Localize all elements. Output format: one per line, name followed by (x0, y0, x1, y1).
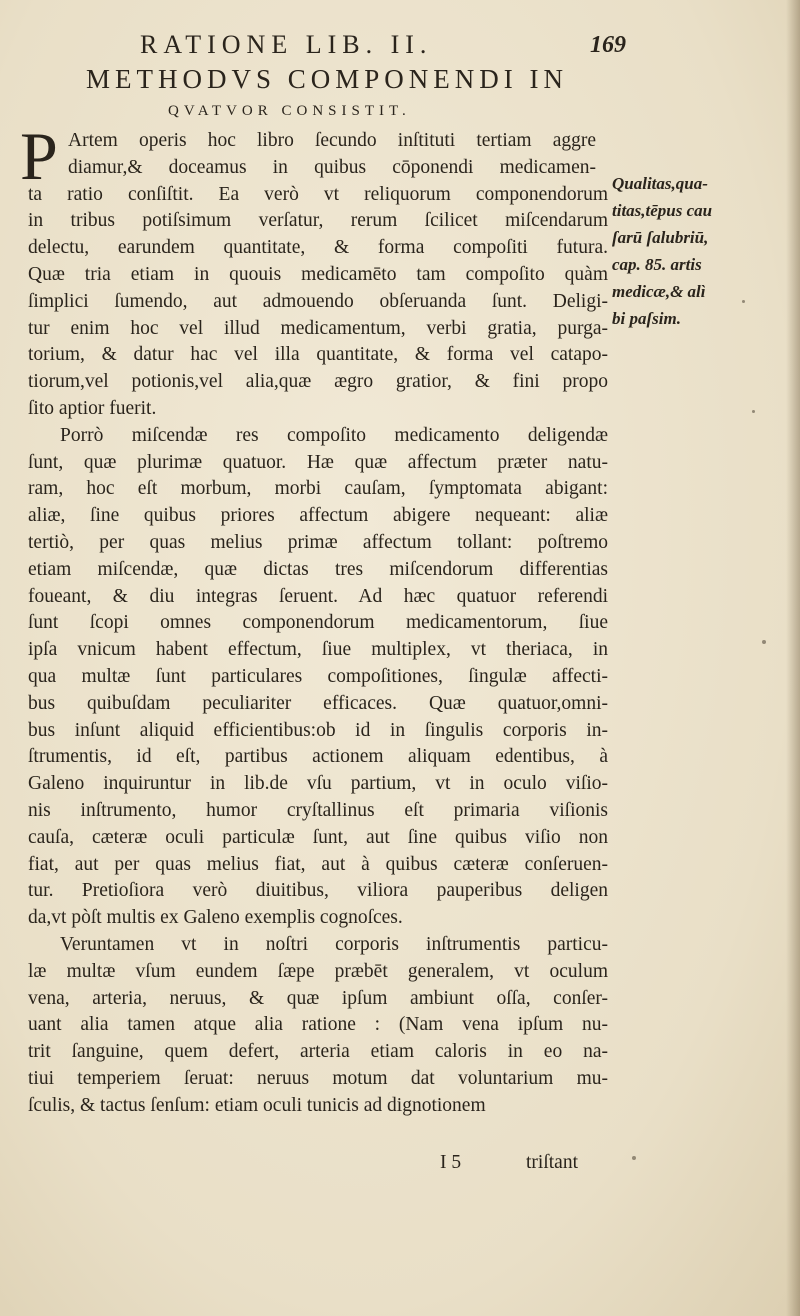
text-line: bus quibuſdam peculiariter efficaces. Quæ quatuor,omni- (28, 692, 608, 714)
text-line: ipſa vnicum habent effectum, ſiue multiplex, vt theriaca, in (28, 639, 608, 661)
text-line: aliæ, ſine quibus priores affectum abigere nequeant: aliæ (28, 505, 608, 527)
text-line: diamur,& doceamus in quibus cōponendi medicamen- (68, 156, 596, 178)
chapter-subtitle: QVATVOR CONSISTIT. (168, 103, 411, 119)
ink-speck (632, 1156, 636, 1160)
text-line: nis inſtrumento, humor cryſtallinus eſt primaria viſionis (28, 800, 608, 821)
running-header (140, 30, 700, 64)
running-head: RATIONE LIB. II. (140, 30, 433, 59)
text-line: tertiò, per quas melius primæ affectum tollant: poſtremo (28, 532, 608, 553)
text-line: cauſa, cæteræ oculi particulæ ſunt, aut ſine quibus viſio non (28, 826, 608, 848)
text-line: ram, hoc eſt morbum, morbi cauſam, ſymptomata abigant: (28, 478, 608, 500)
text-line: ſito aptior fuerit. (28, 398, 157, 419)
ink-speck (752, 410, 755, 413)
margin-note-line: titas,tēpus cau (612, 201, 713, 220)
text-line: trit ſanguine, quem defert, arteria etiam caloris in eo na- (28, 1041, 608, 1063)
text-line: Artem operis hoc libro ſecundo inſtituti tertiam aggre (68, 130, 596, 151)
text-line: Porrò miſcendæ res compoſito medicamento deligendæ (60, 424, 608, 446)
text-line: fiat, aut per quas melius fiat, aut à quibus cæteræ conſeruen- (28, 853, 608, 875)
text-line: bus inſunt aliquid efficientibus:ob id in ſingulis corporis in- (28, 719, 608, 741)
text-line: in tribus potiſsimum verſatur, rerum ſcilicet miſcendarum (28, 210, 608, 232)
chapter-title: METHODVS COMPONENDI IN (86, 64, 569, 94)
text-line: ſunt, quæ plurimæ quatuor. Hæ quæ affectum præter natu- (28, 451, 608, 473)
page-number: 169 (590, 32, 626, 58)
drop-cap: P (20, 118, 58, 194)
text-line: Galeno inquiruntur in lib.de vſu partium, vt in oculo viſio- (28, 773, 608, 795)
text-line: Veruntamen vt in noſtri corporis inſtrumentis particu- (60, 934, 608, 955)
margin-note-line: Qualitas,qua- (612, 174, 708, 193)
ink-speck (742, 300, 745, 303)
text-line: etiam miſcendæ, quæ dictas tres miſcendorum differentias (28, 558, 608, 580)
margin-note-line: cap. 85. artis (612, 255, 702, 274)
ink-speck (762, 640, 766, 644)
margin-note-line: bi paſsim. (612, 309, 681, 328)
text-line: qua multæ ſunt particulares compoſitiones, ſingulæ affecti- (28, 666, 608, 687)
margin-note (612, 170, 792, 332)
text-line: vena, arteria, neruus, & quæ ipſum ambiunt oſſa, conſer- (28, 987, 608, 1009)
text-line: tiui temperiem ſeruat: neruus motum dat voluntarium mu- (28, 1068, 608, 1089)
margin-note-line: medicæ,& alì (612, 282, 706, 301)
margin-note-line: ſarū ſalubriū, (612, 228, 709, 247)
text-line: tur. Pretioſiora verò diuitibus, viliora pauperibus deligen (28, 880, 608, 902)
text-line: ſculis, & tactus ſenſum: etiam oculi tunicis ad dignotionem (28, 1094, 486, 1116)
text-line: tiorum,vel potionis,vel alia,quæ ægro gratior, & fini propo (28, 371, 608, 393)
text-line: læ multæ vſum eundem ſæpe præbēt generalem, vt oculum (28, 960, 608, 982)
text-line: foueant, & diu integras ſeruent. Ad hæc quatuor referendi (28, 585, 608, 607)
text-line: delectu, earundem quantitate, & forma compoſiti futura. (28, 237, 608, 259)
text-line: torium, & datur hac vel illa quantitate, & forma vel catapo- (28, 344, 608, 366)
text-line: ſunt ſcopi omnes componendorum medicamentorum, ſiue (28, 612, 608, 634)
text-line: ta ratio conſiſtit. Ea verò vt reliquorum componendorum (28, 183, 608, 205)
text-line: da,vt pòſt multis ex Galeno exemplis cognoſces. (28, 907, 403, 929)
signature-mark: I 5 (440, 1152, 462, 1173)
text-line: ſimplici ſumendo, aut admouendo obſeruanda ſunt. Deligi- (28, 290, 608, 312)
text-line: uant alia tamen atque alia ratione : (Nam vena ipſum nu- (28, 1014, 608, 1036)
text-line: tur enim hoc vel illud medicamentum, verbi gratia, purga- (28, 317, 608, 339)
catchword: triſtant (526, 1152, 578, 1173)
text-line: ſtrumentis, id eſt, partibus actionem aliquam edentibus, à (28, 746, 608, 768)
text-line: Quæ tria etiam in quouis medicamēto tam compoſito quàm (28, 264, 608, 285)
page-footer (0, 1152, 640, 1178)
